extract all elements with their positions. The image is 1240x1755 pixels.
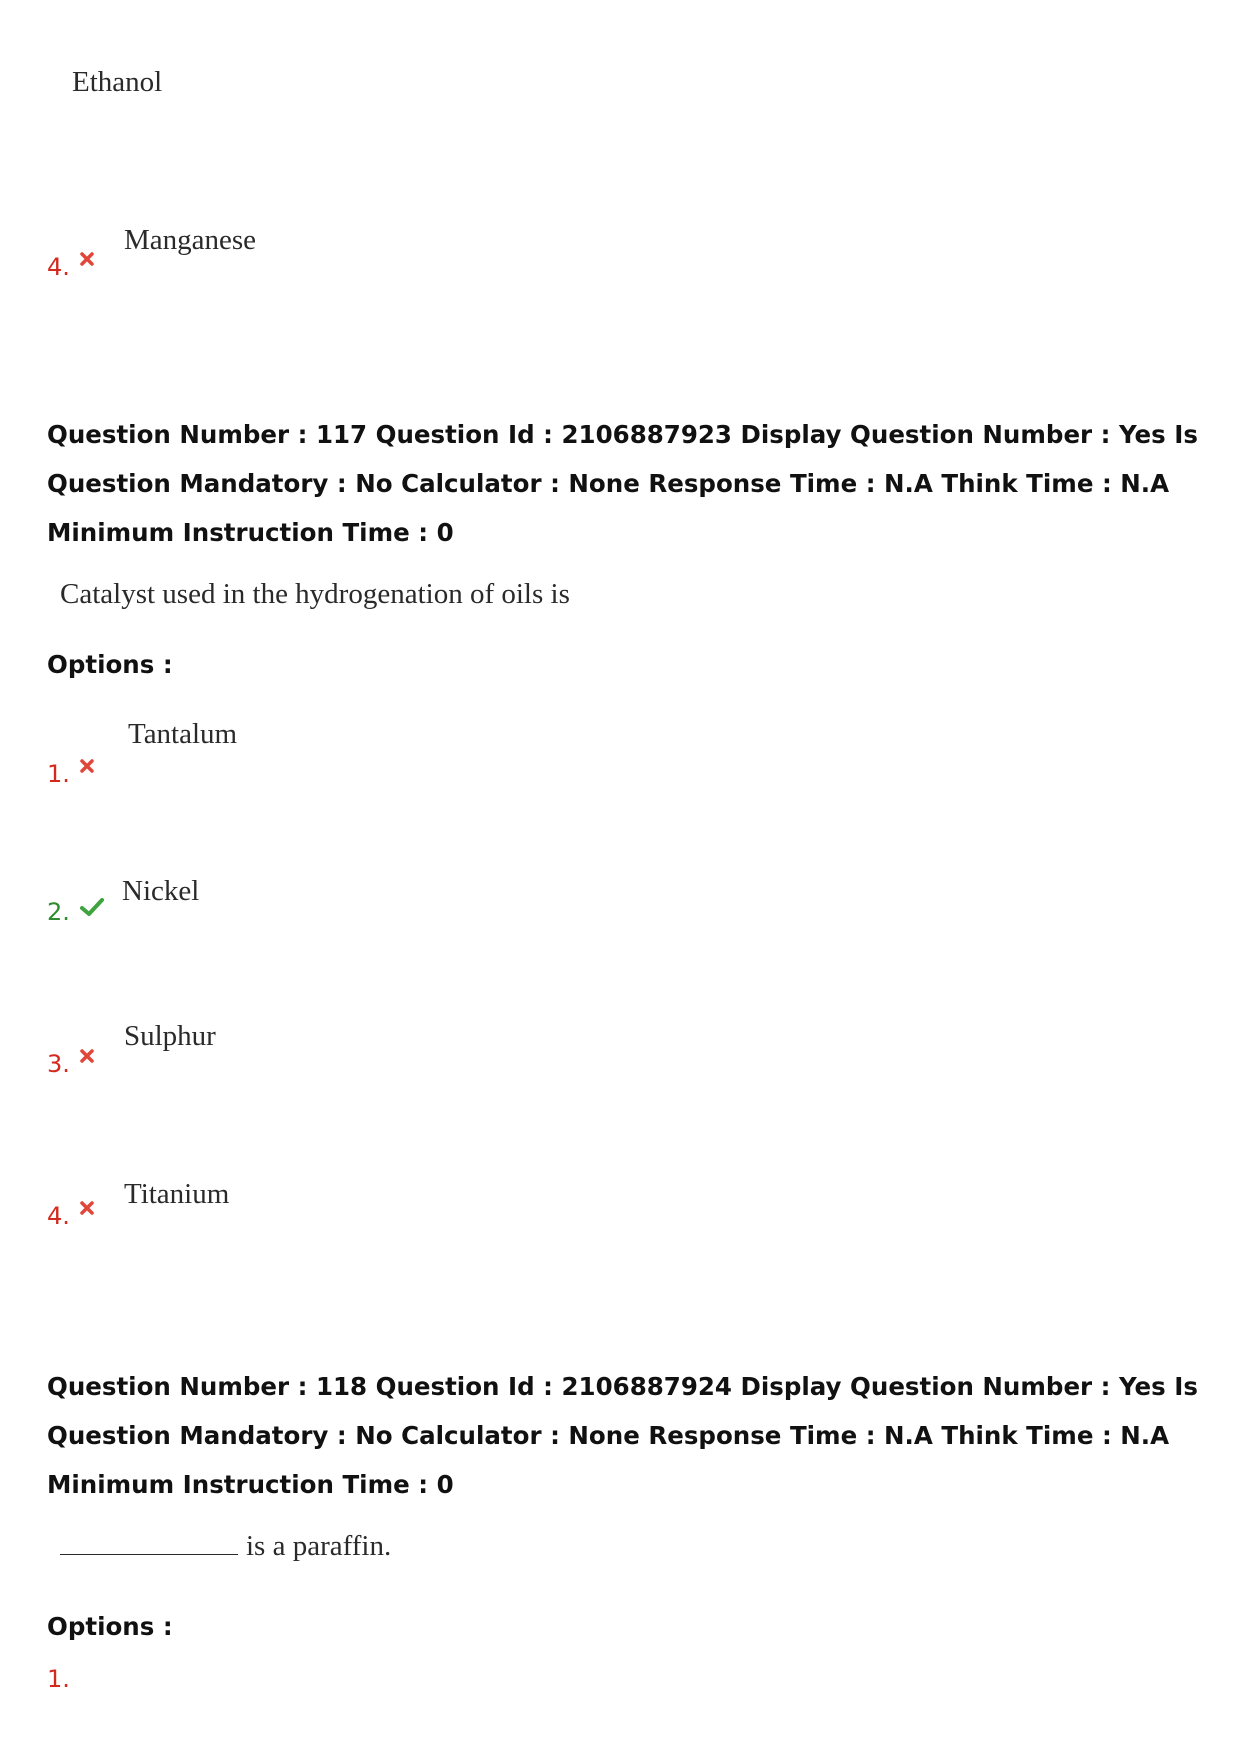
option-3-text: Sulphur (124, 1020, 216, 1052)
option-number: 2. (47, 898, 70, 926)
question-117-text: Catalyst used in the hydrogenation of oils is (60, 578, 570, 610)
option-3-marker (47, 1050, 94, 1079)
cross-icon (80, 1193, 94, 1221)
question-117-meta: Question Number : 117 Question Id : 2106887923 Display Question Number : Yes Is Question Mandatory : No Calculator : None Response Time : N.A Think Time : N.A Minimum Instruction Time : 0 (47, 420, 1198, 547)
option-3-text: Ethanol (72, 66, 163, 98)
option-1-marker (47, 1665, 70, 1693)
option-4-text: Titanium (124, 1178, 230, 1210)
option-4-marker (47, 253, 94, 282)
fill-in-blank (60, 1554, 238, 1555)
option-2-text: Nickel (122, 875, 200, 907)
option-number: 1. (47, 1665, 70, 1693)
option-number: 1. (47, 760, 70, 788)
checkmark-icon (80, 895, 104, 923)
question-118-text (60, 1530, 391, 1563)
option-4-text: Manganese (124, 224, 257, 256)
options-label: Options : (47, 1612, 173, 1641)
cross-icon (80, 244, 94, 272)
option-2-marker (47, 898, 104, 927)
options-label: Options : (47, 650, 173, 679)
cross-icon (80, 1041, 94, 1069)
question-suffix: is a paraffin. (246, 1530, 392, 1562)
option-1-marker (47, 760, 94, 789)
option-4-marker (47, 1202, 94, 1231)
option-number: 3. (47, 1050, 70, 1078)
option-number: 4. (47, 253, 70, 281)
option-1-text: Tantalum (128, 718, 238, 750)
cross-icon (80, 751, 94, 779)
question-118-meta: Question Number : 118 Question Id : 2106887924 Display Question Number : Yes Is Question Mandatory : No Calculator : None Response Time : N.A Think Time : N.A Minimum Instruction Time : 0 (47, 1372, 1198, 1499)
option-number: 4. (47, 1202, 70, 1230)
